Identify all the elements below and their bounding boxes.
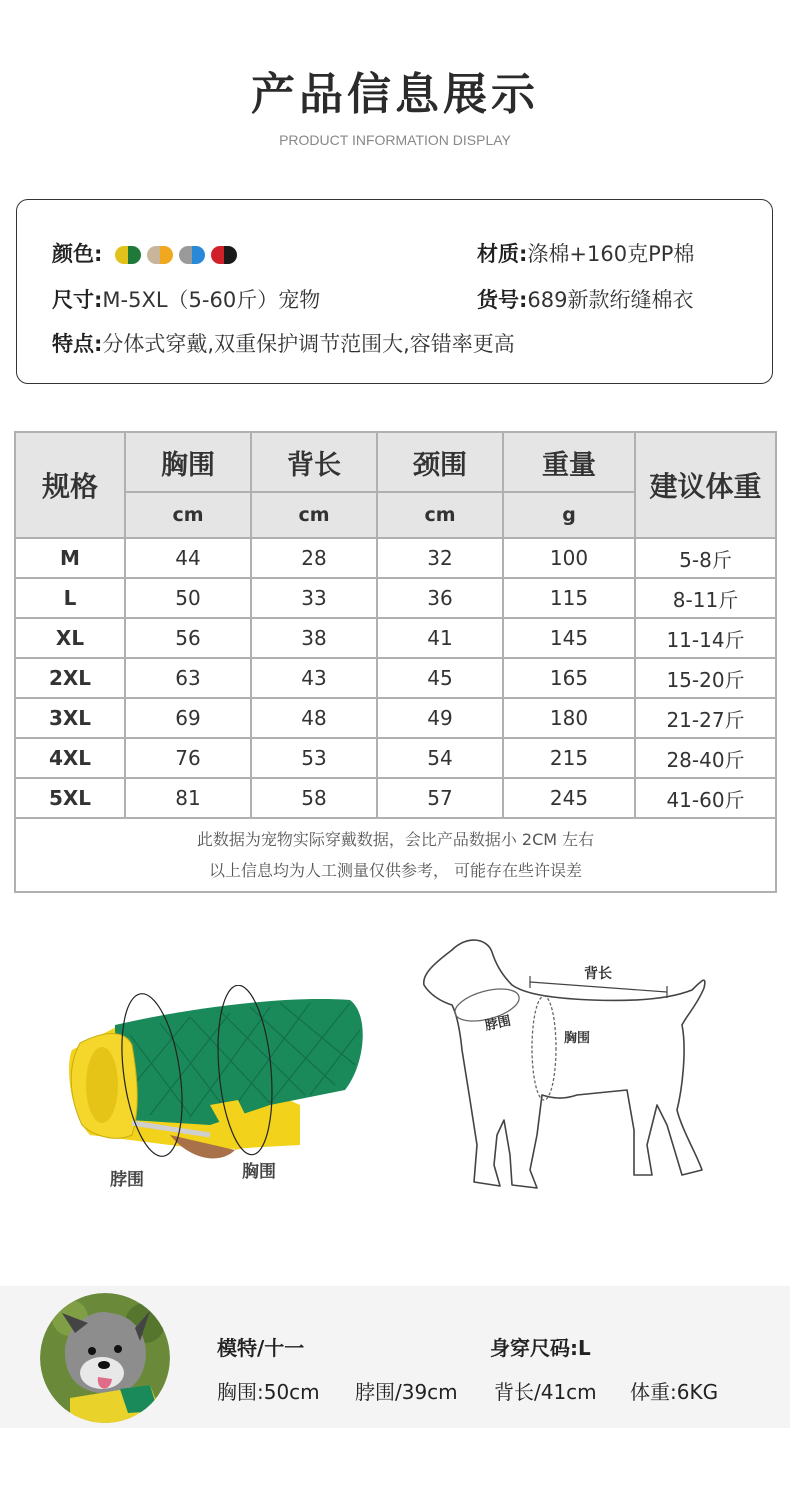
table-cell: 56 [125, 618, 251, 658]
weight-g-header: 重量 [503, 432, 635, 492]
dog-chest-label: 胸围 [564, 1031, 591, 1046]
table-cell: 41-60斤 [635, 778, 776, 818]
size-row [52, 284, 320, 314]
model-weight: 体重:6KG [630, 1380, 719, 1404]
coat-measurement-diagram [60, 985, 380, 1195]
size-value: M-5XL（5-60斤）宠物 [102, 288, 321, 312]
table-cell: 38 [251, 618, 377, 658]
size-table [14, 431, 777, 893]
material-value: 涤棉+160克PP棉 [527, 242, 695, 266]
table-cell: 245 [503, 778, 635, 818]
coat-chest-label: 胸围 [242, 1162, 276, 1182]
table-cell: 76 [125, 738, 251, 778]
table-cell: 41 [377, 618, 503, 658]
dog-back-measure-line [530, 982, 667, 992]
dog-measurement-diagram [412, 930, 732, 1200]
table-cell: 36 [377, 578, 503, 618]
table-cell: 21-27斤 [635, 698, 776, 738]
table-row [15, 738, 776, 778]
color-swatches [115, 246, 237, 264]
table-note [15, 818, 776, 892]
color-row [52, 238, 237, 268]
size-cell: 3XL [15, 698, 125, 738]
model-name: 模特/十一 [217, 1336, 305, 1360]
table-cell: 44 [125, 538, 251, 578]
neck-unit: cm [377, 492, 503, 538]
material-label: 材质: [477, 242, 528, 266]
model-neck: 脖围/39cm [355, 1380, 458, 1404]
page-subtitle: PRODUCT INFORMATION DISPLAY [279, 132, 511, 148]
table-cell: 11-14斤 [635, 618, 776, 658]
size-cell: M [15, 538, 125, 578]
table-cell: 32 [377, 538, 503, 578]
weight-g-unit: g [503, 492, 635, 538]
model-wear-size: 身穿尺码:L [490, 1336, 591, 1360]
model-avatar [40, 1293, 170, 1423]
model-chest: 胸围:50cm [217, 1380, 320, 1404]
note-line-1: 此数据为宠物实际穿戴数据，会比产品数据小 2CM 左右 [196, 830, 595, 849]
color-label: 颜色: [52, 242, 103, 266]
size-cell: 5XL [15, 778, 125, 818]
table-cell: 58 [251, 778, 377, 818]
material-row [477, 238, 694, 268]
table-cell: 43 [251, 658, 377, 698]
feature-row [52, 328, 515, 358]
table-cell: 50 [125, 578, 251, 618]
item-value: 689新款绗缝棉衣 [527, 288, 694, 312]
back-length-header: 背长 [251, 432, 377, 492]
table-cell: 53 [251, 738, 377, 778]
table-cell: 180 [503, 698, 635, 738]
table-cell: 45 [377, 658, 503, 698]
table-cell: 28-40斤 [635, 738, 776, 778]
table-cell: 15-20斤 [635, 658, 776, 698]
table-row [15, 618, 776, 658]
table-cell: 115 [503, 578, 635, 618]
size-cell: L [15, 578, 125, 618]
feature-value: 分体式穿戴,双重保护调节范围大,容错率更高 [102, 332, 515, 356]
table-cell: 69 [125, 698, 251, 738]
table-row [15, 698, 776, 738]
coat-neck-label: 脖围 [110, 1170, 144, 1190]
item-label: 货号: [477, 288, 528, 312]
table-cell: 33 [251, 578, 377, 618]
table-row [15, 778, 776, 818]
dog-neck-label: 脖围 [483, 1013, 513, 1034]
item-row [477, 284, 694, 314]
table-row [15, 578, 776, 618]
chest-unit: cm [125, 492, 251, 538]
color-swatch [147, 246, 173, 264]
dog-chest-ring [532, 996, 556, 1100]
page-title: 产品信息展示 [251, 69, 539, 120]
table-cell: 81 [125, 778, 251, 818]
spec-header: 规格 [15, 432, 125, 538]
table-cell: 145 [503, 618, 635, 658]
size-cell: 2XL [15, 658, 125, 698]
table-cell: 63 [125, 658, 251, 698]
size-cell: 4XL [15, 738, 125, 778]
model-back: 背长/41cm [494, 1380, 597, 1404]
table-cell: 54 [377, 738, 503, 778]
product-info-box [16, 199, 773, 384]
table-cell: 28 [251, 538, 377, 578]
size-cell: XL [15, 618, 125, 658]
color-swatch [211, 246, 237, 264]
feature-label: 特点: [52, 332, 103, 356]
collar-opening [86, 1047, 118, 1123]
table-cell: 49 [377, 698, 503, 738]
dog-back-label: 背长 [584, 966, 612, 982]
color-swatch [115, 246, 141, 264]
table-row [15, 538, 776, 578]
back-length-unit: cm [251, 492, 377, 538]
table-cell: 5-8斤 [635, 538, 776, 578]
neck-header: 颈围 [377, 432, 503, 492]
size-label: 尺寸: [52, 288, 103, 312]
chest-header: 胸围 [125, 432, 251, 492]
table-cell: 8-11斤 [635, 578, 776, 618]
table-cell: 57 [377, 778, 503, 818]
table-cell: 165 [503, 658, 635, 698]
table-row [15, 658, 776, 698]
suggested-weight-header: 建议体重 [635, 432, 776, 538]
dog-outline [424, 940, 705, 1188]
color-swatch [179, 246, 205, 264]
note-line-2: 以上信息均为人工测量仅供参考， 可能存在些许误差 [208, 861, 583, 880]
table-cell: 48 [251, 698, 377, 738]
table-cell: 100 [503, 538, 635, 578]
table-cell: 215 [503, 738, 635, 778]
